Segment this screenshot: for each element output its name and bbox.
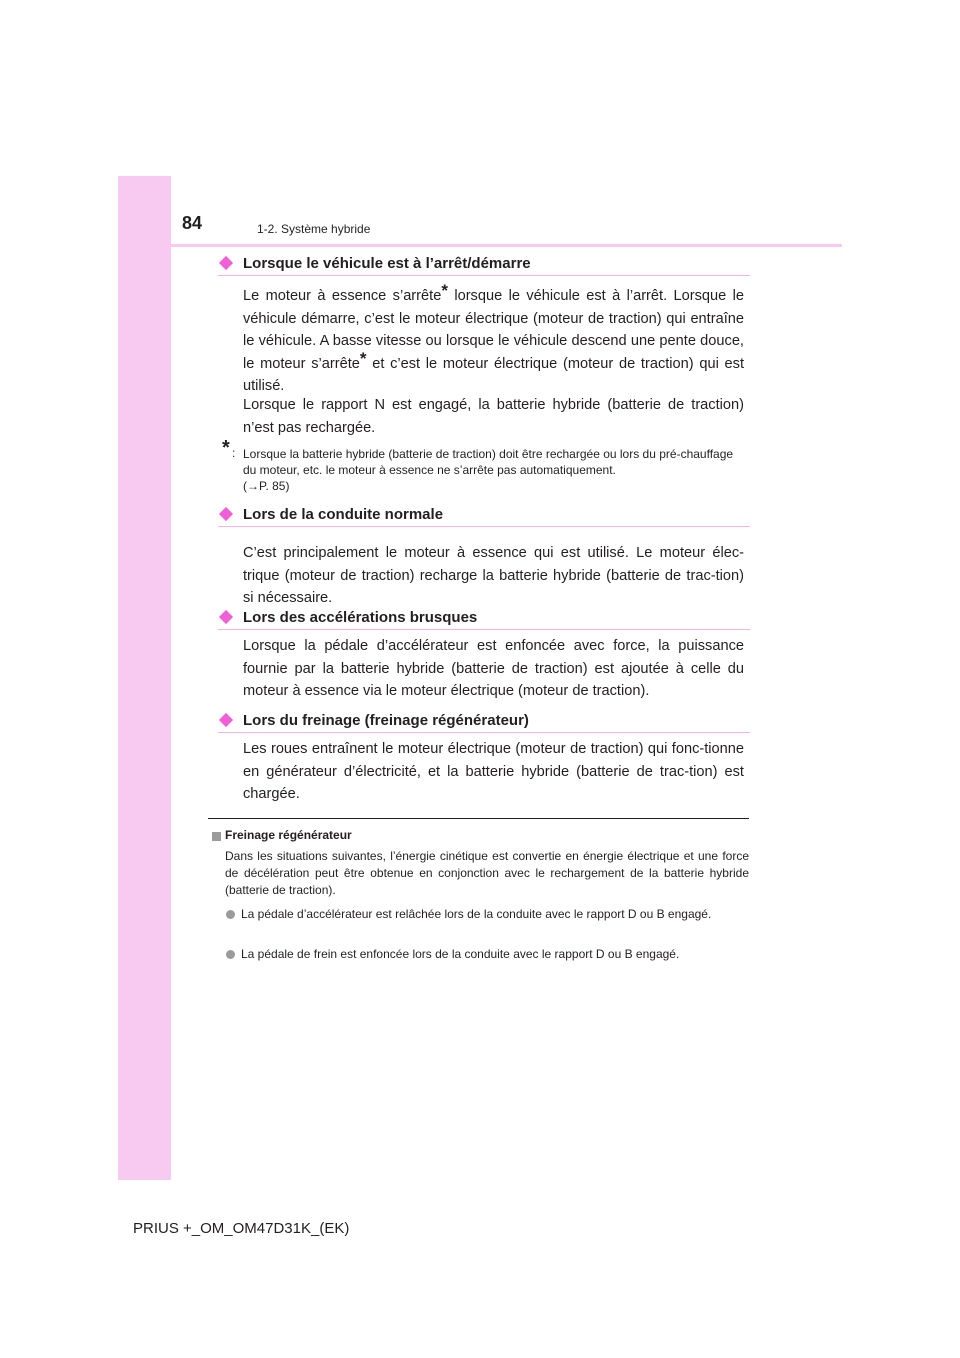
circle-icon [226,910,235,919]
section-heading: Lors du freinage (freinage régénérateur) [243,712,529,729]
footnote: Lorsque la batterie hybride (batterie de traction) doit être rechargée ou lors du pré-chauffage du moteur, etc. le moteur à essence ne s’arrête pas automatiquement. (→P. 85) [243,447,734,493]
section-heading: Lors des accélérations brusques [243,609,478,626]
footnote-star: * [359,348,367,368]
info-bullet: La pédale d’accélérateur est relâchée lors de la conduite avec le rapport D ou B engagé. [241,907,712,921]
heading-rule [218,275,750,276]
header-rule [171,244,842,247]
diamond-icon [219,507,233,521]
section-paragraph: Le moteur à essence s’arrête* lorsque le véhicule est à l’arrêt. Lorsque le véhicule démarre, c’est le moteur électrique (moteur de traction) qui entraîne le véhicule. A basse vitesse ou lorsque le véhicule descend une pente douce, le moteur s’arrête* et c’est le moteur électrique (moteur de traction) qui est utilisé. [243,281,745,395]
side-tab [118,176,171,1180]
section-paragraph: Lorsque la pédale d’accélérateur est enfoncée avec force, la puissance fournie par la batterie hybride (batterie de traction) est ajoutée à celle du moteur à essence via le moteur électrique (moteur de traction). [243,638,744,700]
heading-rule [218,526,750,527]
section-paragraph: Les roues entraînent le moteur électrique (moteur de traction) qui fonc-tionne en générateur d’électricité, et la batterie hybride (batterie de trac-tion) est chargée. [243,741,744,803]
diamond-icon [219,713,233,727]
diamond-icon [219,610,233,624]
chapter-title: 1-2. Système hybride [257,222,371,236]
square-icon [212,832,221,841]
document-code: PRIUS +_OM_OM47D31K_(EK) [133,1220,350,1237]
heading-rule [218,629,750,630]
info-bullet: La pédale de frein est enfoncée lors de la conduite avec le rapport D ou B engagé. [241,947,680,961]
info-separator [208,818,749,819]
section-paragraph: Lorsque le rapport N est engagé, la batterie hybride (batterie de traction) n’est pas rechargée. [243,397,744,436]
page-reference-link[interactable]: (→P. 85) [243,479,290,493]
info-title: Freinage régénérateur [225,828,352,842]
footnote-star: * [222,437,230,459]
heading-rule [218,732,750,733]
section-heading: Lors de la conduite normale [243,506,444,523]
section-heading: Lorsque le véhicule est à l’arrêt/démarre [243,255,531,272]
footnote-star: * [441,281,448,300]
section-paragraph: C’est principalement le moteur à essence qui est utilisé. Le moteur élec-trique (moteur de traction) recharge la batterie hybride (batterie de trac-tion) si nécessaire. [243,545,744,607]
info-text: Dans les situations suivantes, l’énergie cinétique est convertie en énergie électrique et une force de décélération peut être obtenue en conjonction avec le rechargement de la batterie hybride (batterie de traction). [225,849,749,897]
footnote-colon: : [232,446,236,460]
diamond-icon [219,256,233,270]
page-number: 84 [182,213,203,233]
circle-icon [226,950,235,959]
